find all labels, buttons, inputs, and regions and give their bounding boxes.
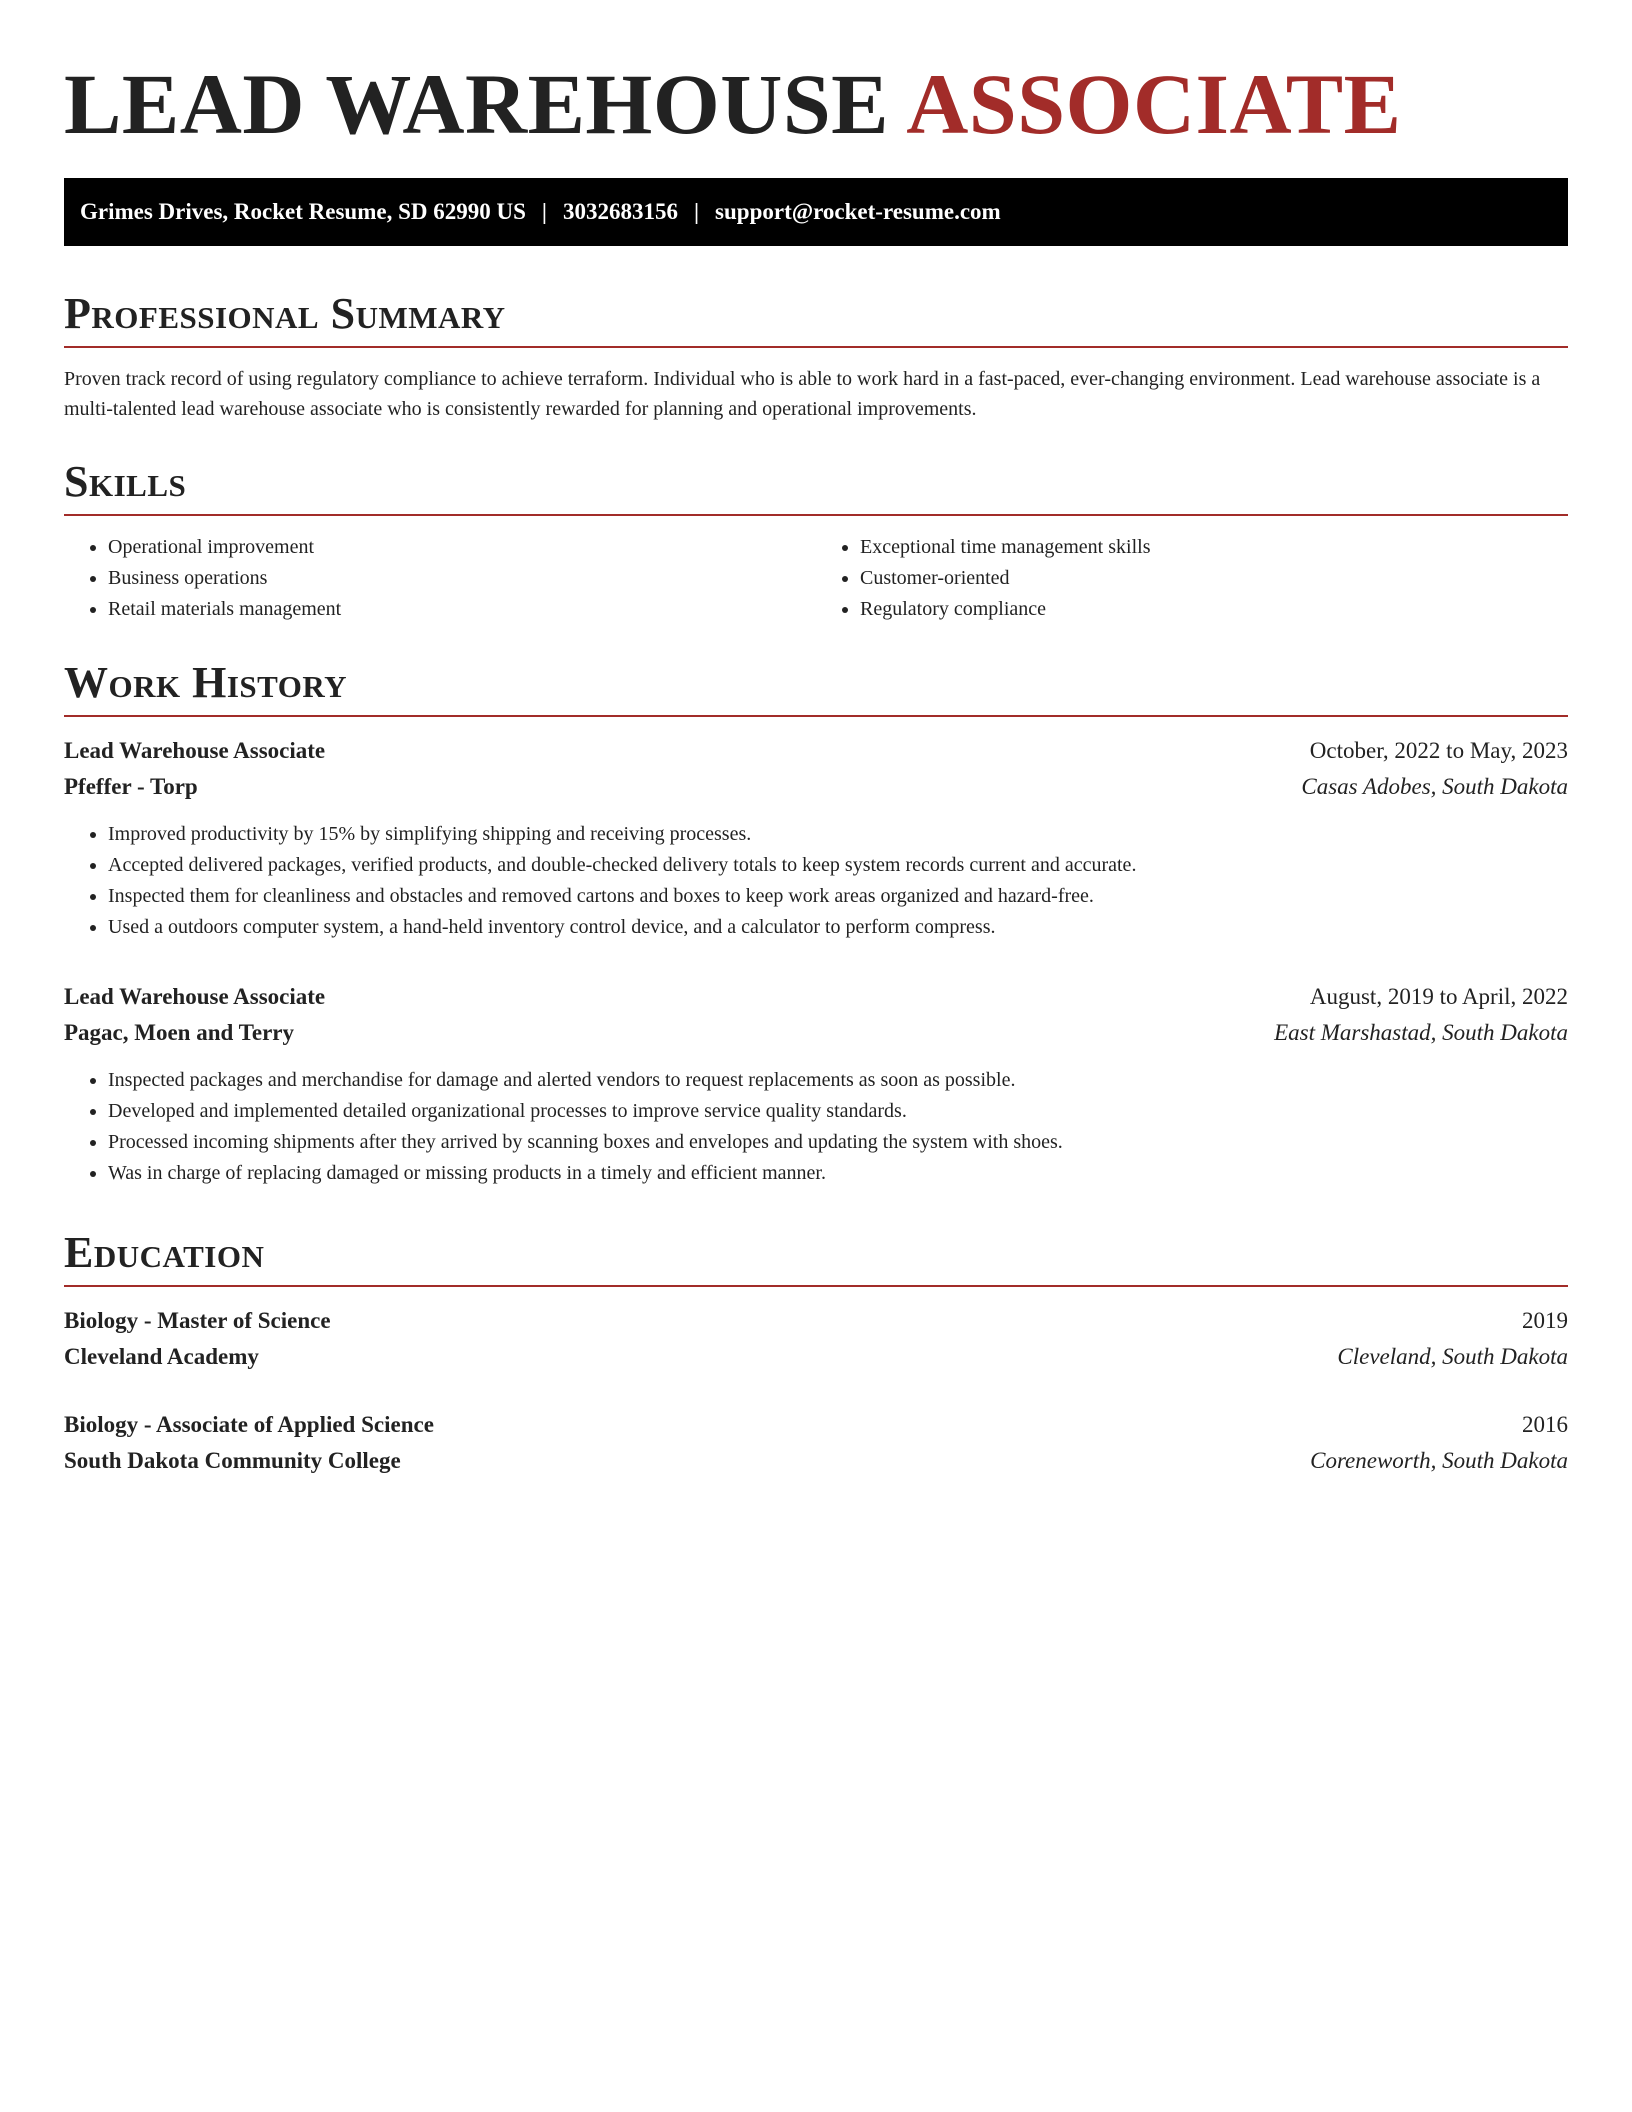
job-company: Pagac, Moen and Terry (64, 1020, 294, 1045)
education-year: 2016 (1522, 1412, 1568, 1437)
education-degree: Biology - Associate of Applied Science (64, 1412, 434, 1437)
section-divider (64, 715, 1568, 717)
education-entry (64, 1407, 1568, 1479)
contact-email: support@rocket-resume.com (715, 199, 1001, 224)
education-degree-row (64, 1407, 1568, 1443)
section-divider (64, 346, 1568, 348)
education-degree-row (64, 1303, 1568, 1339)
education-degree: Biology - Master of Science (64, 1308, 331, 1333)
education-school-row (64, 1443, 1568, 1479)
job-location: Casas Adobes, South Dakota (1301, 774, 1568, 799)
summary-text: Proven track record of using regulatory compliance to achieve terraform. Individual who is able to work hard in a fast-paced, ever-changing environment. Lead warehouse associate is a multi-talented lead warehouse associate who is consistently rewarded for planning and operational improvements. (64, 368, 1541, 420)
job-duty: • Developed and implemented detailed organizational processes to improve service quality standards. (108, 1096, 1568, 1127)
education-entry (64, 1303, 1568, 1375)
skill-item: • Exceptional time management skills (860, 532, 1568, 563)
education-school-row (64, 1339, 1568, 1375)
contact-separator: | (541, 199, 547, 224)
section-divider (64, 1285, 1568, 1287)
work-history-heading: Work History (64, 658, 348, 707)
education-location: Cleveland, South Dakota (1337, 1344, 1568, 1369)
job-company: Pfeffer - Torp (64, 774, 198, 799)
skill-item: • Customer-oriented (860, 563, 1568, 594)
education-year: 2019 (1522, 1308, 1568, 1333)
job-duty: • Was in charge of replacing damaged or missing products in a timely and efficient manner. (108, 1158, 1568, 1189)
contact-address: Grimes Drives, Rocket Resume, SD 62990 US (80, 199, 526, 224)
contact-separator: | (693, 199, 700, 224)
job-duty: • Inspected them for cleanliness and obstacles and removed cartons and boxes to keep work areas organized and hazard-free. (108, 881, 1568, 912)
summary-heading: Professional Summary (64, 289, 506, 338)
skills-list-right (816, 532, 1568, 625)
job-title: Lead Warehouse Associate (64, 984, 326, 1009)
resume-title (64, 54, 1568, 154)
job-title: Lead Warehouse Associate (64, 738, 326, 763)
contact-bar (64, 178, 1568, 246)
summary-section (64, 286, 1568, 424)
job-header-row (64, 733, 1568, 769)
skill-item: • Retail materials management (108, 594, 816, 625)
job-location: East Marshastad, South Dakota (1274, 1020, 1568, 1045)
job-duty: • Accepted delivered packages, verified products, and double-checked delivery totals to keep system records current and accurate. (108, 850, 1568, 881)
job-duties (64, 1065, 1568, 1189)
skills-section (64, 454, 1568, 625)
skills-grid (64, 532, 1568, 625)
job-company-row (64, 1015, 1568, 1051)
job-duty: • Processed incoming shipments after they arrived by scanning boxes and envelopes and updating the system with shoes. (108, 1127, 1568, 1158)
job-duty: • Inspected packages and merchandise for damage and alerted vendors to request replacements as soon as possible. (108, 1065, 1568, 1096)
education-school: South Dakota Community College (64, 1448, 401, 1473)
education-section (64, 1225, 1568, 1479)
job-duties (64, 819, 1568, 943)
skill-item: • Operational improvement (108, 532, 816, 563)
skill-item: • Regulatory compliance (860, 594, 1568, 625)
skills-list-left (64, 532, 816, 625)
job-company-row (64, 769, 1568, 805)
skills-heading: Skills (64, 457, 187, 506)
title-accent: ASSOCIATE (906, 56, 1402, 152)
education-location: Coreneworth, South Dakota (1310, 1448, 1568, 1473)
work-history-section (64, 655, 1568, 1189)
job-dates: August, 2019 to April, 2022 (1309, 984, 1568, 1009)
title-main: LEAD WAREHOUSE (64, 56, 890, 152)
job-entry (64, 733, 1568, 943)
job-duty: • Improved productivity by 15% by simplifying shipping and receiving processes. (108, 819, 1568, 850)
job-header-row (64, 979, 1568, 1015)
job-dates: October, 2022 to May, 2023 (1309, 738, 1568, 763)
section-divider (64, 514, 1568, 516)
skill-item: • Business operations (108, 563, 816, 594)
education-school: Cleveland Academy (64, 1344, 259, 1369)
contact-phone: 3032683156 (562, 199, 678, 224)
education-heading: Education (64, 1228, 265, 1277)
job-duty: • Used a outdoors computer system, a hand-held inventory control device, and a calculator to perform compress. (108, 912, 1568, 943)
job-entry (64, 979, 1568, 1189)
